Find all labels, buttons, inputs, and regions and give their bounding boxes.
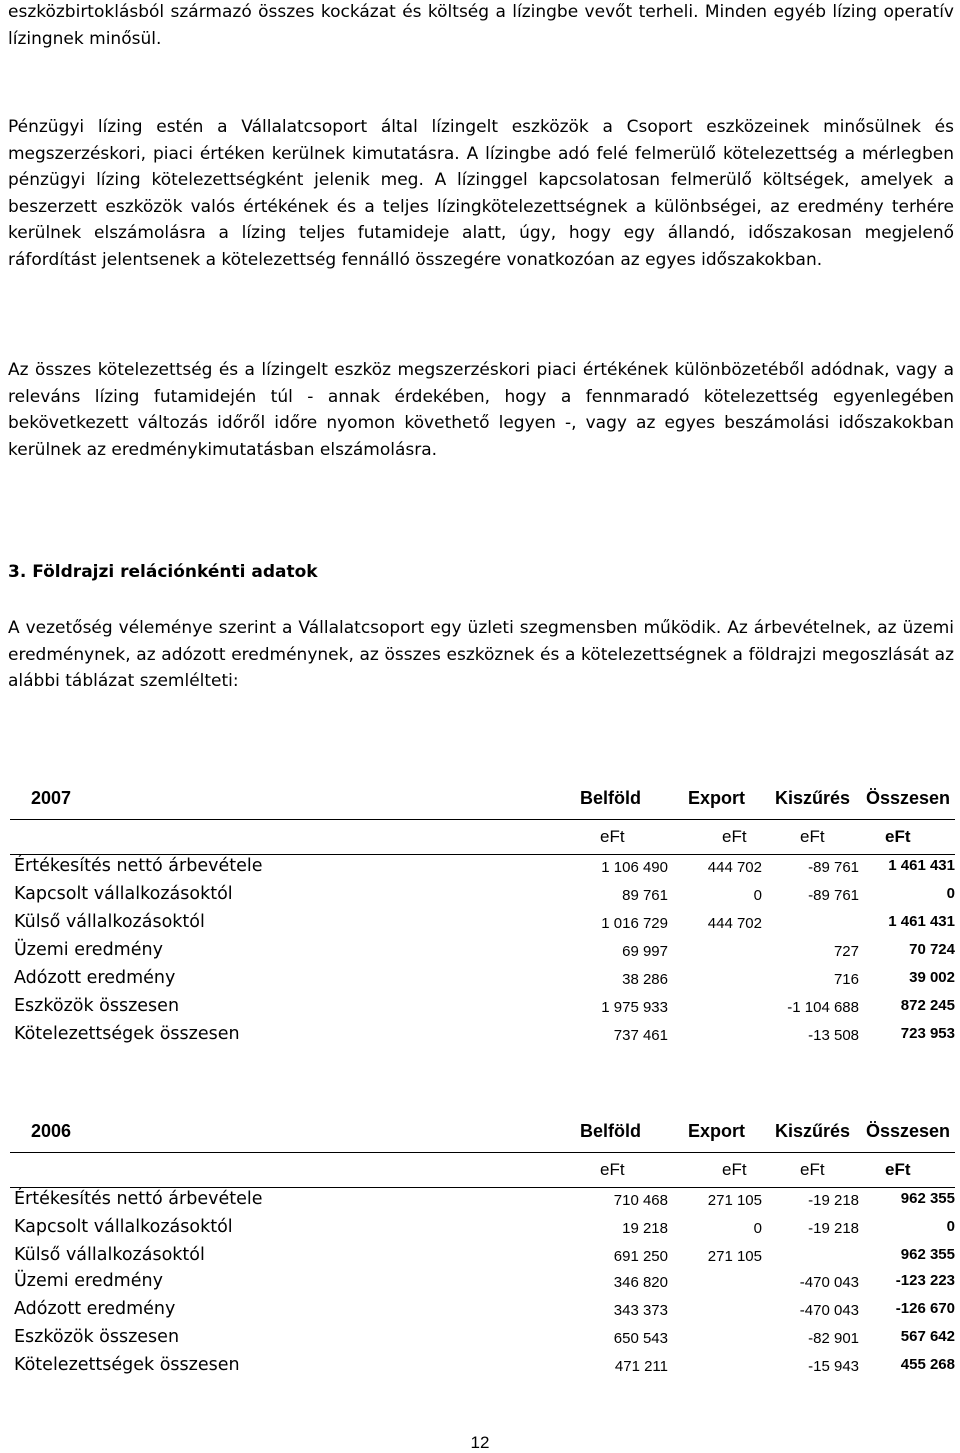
row-label: Külső vállalkozásoktól xyxy=(14,912,205,932)
cell-osszesen: 0 xyxy=(946,1218,955,1235)
column-header: Belföld xyxy=(580,1121,641,1141)
unit-row xyxy=(0,827,960,855)
row-label: Adózott eredmény xyxy=(14,1299,176,1319)
cell-export: 444 702 xyxy=(707,915,762,932)
row-label: Kapcsolt vállalkozásoktól xyxy=(14,884,233,904)
cell-belfold: 710 468 xyxy=(613,1192,668,1209)
cell-osszesen: 567 642 xyxy=(900,1328,955,1345)
cell-osszesen: 872 245 xyxy=(900,997,955,1014)
table-row xyxy=(0,1245,960,1273)
cell-osszesen: 962 355 xyxy=(900,1190,955,1207)
table-rule xyxy=(10,1152,955,1153)
section-heading: 3. Földrajzi relációnkénti adatok xyxy=(8,562,318,582)
column-header: Belföld xyxy=(580,788,641,808)
cell-osszesen: 962 355 xyxy=(900,1246,955,1263)
unit-label: eFt xyxy=(800,827,825,846)
unit-label: eFt xyxy=(600,827,625,846)
table-row xyxy=(0,912,960,940)
cell-osszesen: 70 724 xyxy=(909,941,955,958)
table-row xyxy=(0,1299,960,1327)
cell-osszesen: -126 670 xyxy=(895,1300,955,1317)
row-label: Eszközök összesen xyxy=(14,996,180,1016)
row-label: Kötelezettségek összesen xyxy=(14,1355,240,1375)
cell-export: 444 702 xyxy=(707,859,762,876)
cell-export: 0 xyxy=(753,1220,762,1237)
unit-label: eFt xyxy=(885,1160,911,1179)
cell-osszesen: 1 461 431 xyxy=(888,913,955,930)
cell-kiszures: -470 043 xyxy=(799,1274,859,1291)
row-label: Adózott eredmény xyxy=(14,968,176,988)
cell-belfold: 19 218 xyxy=(622,1220,668,1237)
table-header-row xyxy=(0,1121,960,1149)
row-label: Üzemi eredmény xyxy=(14,940,163,960)
cell-belfold: 1 106 490 xyxy=(601,859,668,876)
table-row xyxy=(0,940,960,968)
column-header: Export xyxy=(688,788,746,808)
paragraph-segment: A vezetőség véleménye szerint a Vállalatcsoport egy üzleti szegmensben működik. Az árbevételnek, az üzemi eredménynek, az adózott eredménynek, az összes eszköznek és a kötelezettségnek a földrajzi megoszlását az alábbi táblázat szemlélteti: xyxy=(8,618,954,691)
cell-belfold: 38 286 xyxy=(622,971,668,988)
table-row xyxy=(0,1189,960,1217)
table-row xyxy=(0,1024,960,1052)
cell-belfold: 691 250 xyxy=(613,1248,668,1265)
row-label: Kapcsolt vállalkozásoktól xyxy=(14,1217,233,1237)
cell-kiszures: -82 901 xyxy=(808,1330,859,1347)
page-number: 12 xyxy=(470,1433,490,1452)
column-header: Kiszűrés xyxy=(775,788,851,808)
cell-belfold: 346 820 xyxy=(613,1274,668,1291)
cell-kiszures: -19 218 xyxy=(808,1220,859,1237)
column-header: Összesen xyxy=(866,1121,951,1141)
cell-kiszures: -89 761 xyxy=(808,859,859,876)
cell-kiszures: -15 943 xyxy=(808,1358,859,1375)
table-row xyxy=(0,884,960,912)
paragraph-lease-intro: eszközbirtoklásból származó összes kockázat és költség a lízingbe vevőt terheli. Minden egyéb lízing operatív lízingnek minősül. xyxy=(8,2,954,49)
cell-osszesen: 723 953 xyxy=(900,1025,955,1042)
cell-belfold: 1 016 729 xyxy=(601,915,668,932)
unit-label: eFt xyxy=(722,1160,747,1179)
cell-kiszures: 727 xyxy=(833,943,859,960)
column-header: Kiszűrés xyxy=(775,1121,851,1141)
column-header: Export xyxy=(688,1121,746,1141)
row-label: Üzemi eredmény xyxy=(14,1271,163,1291)
cell-kiszures: -470 043 xyxy=(799,1302,859,1319)
row-label: Eszközök összesen xyxy=(14,1327,180,1347)
cell-osszesen: 455 268 xyxy=(900,1356,955,1373)
cell-kiszures: 716 xyxy=(833,971,859,988)
unit-label: eFt xyxy=(600,1160,625,1179)
cell-belfold: 737 461 xyxy=(613,1027,668,1044)
cell-belfold: 650 543 xyxy=(613,1330,668,1347)
cell-export: 0 xyxy=(753,887,762,904)
unit-label: eFt xyxy=(885,827,911,846)
cell-kiszures: -19 218 xyxy=(808,1192,859,1209)
cell-kiszures: -1 104 688 xyxy=(787,999,859,1016)
table-year: 2007 xyxy=(31,788,72,808)
cell-belfold: 89 761 xyxy=(622,887,668,904)
unit-label: eFt xyxy=(722,827,747,846)
table-row xyxy=(0,1327,960,1355)
cell-export: 271 105 xyxy=(707,1248,762,1265)
cell-belfold: 1 975 933 xyxy=(601,999,668,1016)
table-rule xyxy=(10,854,955,855)
table-row xyxy=(0,856,960,884)
unit-label: eFt xyxy=(800,1160,825,1179)
table-row xyxy=(0,1217,960,1245)
table-header-row xyxy=(0,788,960,816)
cell-belfold: 69 997 xyxy=(622,943,668,960)
paragraph-liability-difference: Az összes kötelezettség és a lízingelt eszköz megszerzéskori piaci értékének különbözetéből adódnak, vagy a releváns lízing futamidején túl - annak érdekében, hogy a fennmaradó kötelezettség egyenlegében bekövetkezett változás időről időre nyomon követhető legyen -, vagy az egyes beszámolási időszakokban kerülnek az eredménykimutatásban elszámolásra. xyxy=(8,360,954,460)
row-label: Értékesítés nettó árbevétele xyxy=(14,856,263,876)
cell-export: 271 105 xyxy=(707,1192,762,1209)
table-row xyxy=(0,1271,960,1299)
cell-osszesen: 0 xyxy=(946,885,955,902)
cell-kiszures: -13 508 xyxy=(808,1027,859,1044)
row-label: Értékesítés nettó árbevétele xyxy=(14,1189,263,1209)
unit-row xyxy=(0,1160,960,1188)
row-label: Külső vállalkozásoktól xyxy=(14,1245,205,1265)
paragraph-financial-lease: Pénzügyi lízing estén a Vállalatcsoport által lízingelt eszközök a Csoport eszközeinek minősülnek és megszerzéskori, piaci értéken kerülnek kimutatásra. A lízingbe adó felé felmerülő kötelezettség a mérlegben pénzügyi lízing kötelezettségként jelenik meg. A lízinggel kapcsolatosan felmerülő költségek, amelyek a beszerzett eszközök valós értékének és a teljes lízingkötelezettségnek a különbségei, az eredmény terhére kerülnek elszámolásra a lízing teljes futamideje alatt, úgy, hogy egy állandó, időszakosan megjelenő ráfordítást jelentsenek a kötelezettség fennálló összegére vonatkozóan az egyes időszakokban. xyxy=(8,117,954,270)
table-row xyxy=(0,1355,960,1383)
table-row xyxy=(0,996,960,1024)
cell-osszesen: 1 461 431 xyxy=(888,857,955,874)
column-header: Összesen xyxy=(866,788,951,808)
table-rule xyxy=(10,819,955,820)
cell-osszesen: 39 002 xyxy=(909,969,955,986)
table-row xyxy=(0,968,960,996)
cell-kiszures: -89 761 xyxy=(808,887,859,904)
cell-belfold: 471 211 xyxy=(614,1358,668,1375)
cell-osszesen: -123 223 xyxy=(895,1272,955,1289)
table-rule xyxy=(10,1187,955,1188)
row-label: Kötelezettségek összesen xyxy=(14,1024,240,1044)
table-year: 2006 xyxy=(31,1121,72,1141)
cell-belfold: 343 373 xyxy=(613,1302,668,1319)
